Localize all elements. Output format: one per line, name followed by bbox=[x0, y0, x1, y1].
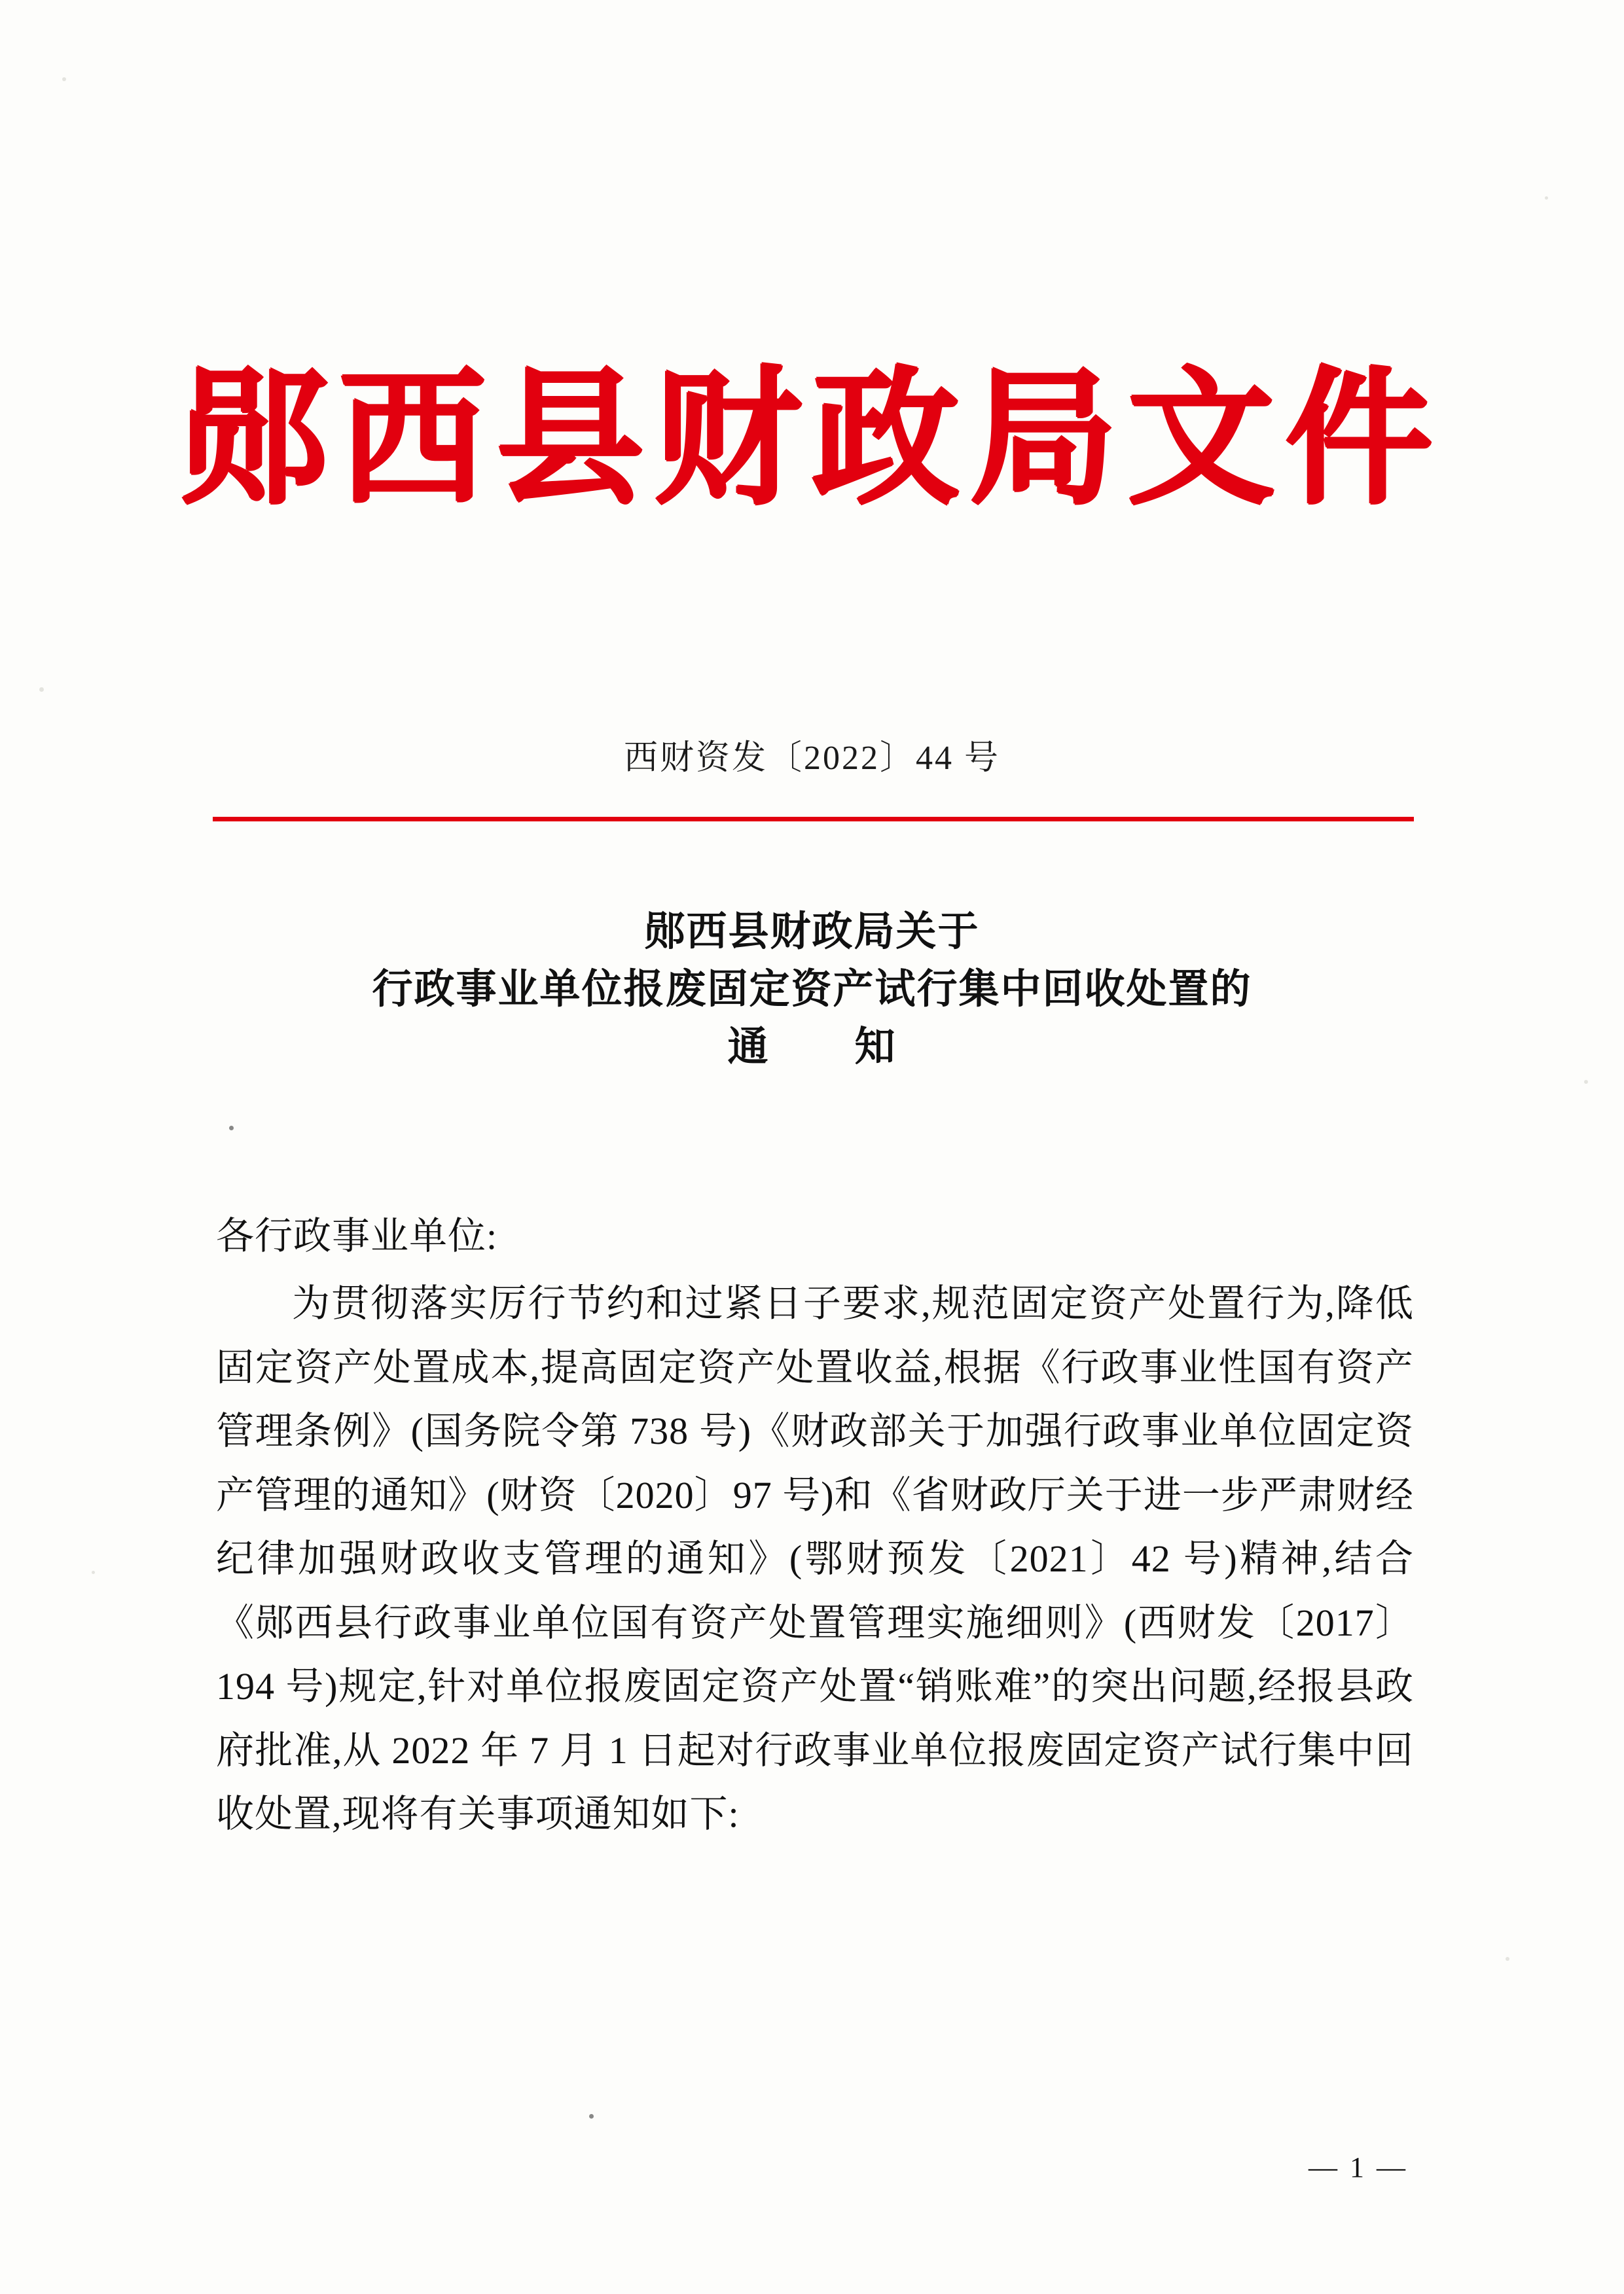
document-number: 西财资发〔2022〕44 号 bbox=[623, 740, 1000, 777]
document-title-line-3-first: 通 bbox=[727, 1025, 770, 1070]
document-banner bbox=[0, 358, 1624, 522]
stray-ink-mark bbox=[589, 2114, 594, 2119]
document-title-line-3 bbox=[0, 1018, 1624, 1076]
page-number: — 1 — bbox=[1308, 2151, 1408, 2183]
red-divider-rule bbox=[213, 817, 1414, 821]
salutation: 各行政事业单位: bbox=[216, 1215, 498, 1257]
paper-speck bbox=[92, 1571, 95, 1574]
document-title-line-3-second: 知 bbox=[854, 1025, 897, 1070]
issuer-banner-text: 郧西县财政局文件 bbox=[181, 358, 1443, 522]
paper-speck bbox=[62, 77, 66, 81]
paper-speck bbox=[1506, 1957, 1509, 1961]
paper-speck bbox=[1545, 196, 1548, 200]
document-title bbox=[0, 903, 1624, 1076]
paper-speck bbox=[39, 687, 44, 692]
document-body bbox=[216, 1204, 1414, 1846]
body-paragraph-1: 为贯彻落实厉行节约和过紧日子要求,规范固定资产处置行为,降低固定资产处置成本,提高固定资产处置收益,根据《行政事业性国有资产管理条例》(国务院令第 738 号)《财政部关于加强行政事业单位固定资产管理的通知》(财资〔2020〕97 号)和《省财政厅关于进一步严肃财经纪律加强财政收支管理的通知》(鄂财预发〔2021〕42 号)精神,结合《郧西县行政事业单位国有资产处置管理实施细则》(西财发〔2017〕194 号)规定,针对单位报废固定资产处置“销账难”的突出问题,经报县政府批准,从 2022 年 7 月 1 日起对行政事业单位报废固定资产试行集中回收处置,现将有关事项通知如下: bbox=[216, 1282, 1414, 1835]
document-title-line-2: 行政事业单位报废固定资产试行集中回收处置的 bbox=[372, 967, 1252, 1013]
paper-speck bbox=[1584, 1080, 1588, 1084]
stray-ink-mark bbox=[229, 1126, 234, 1130]
document-title-line-1: 郧西县财政局关于 bbox=[644, 910, 980, 954]
